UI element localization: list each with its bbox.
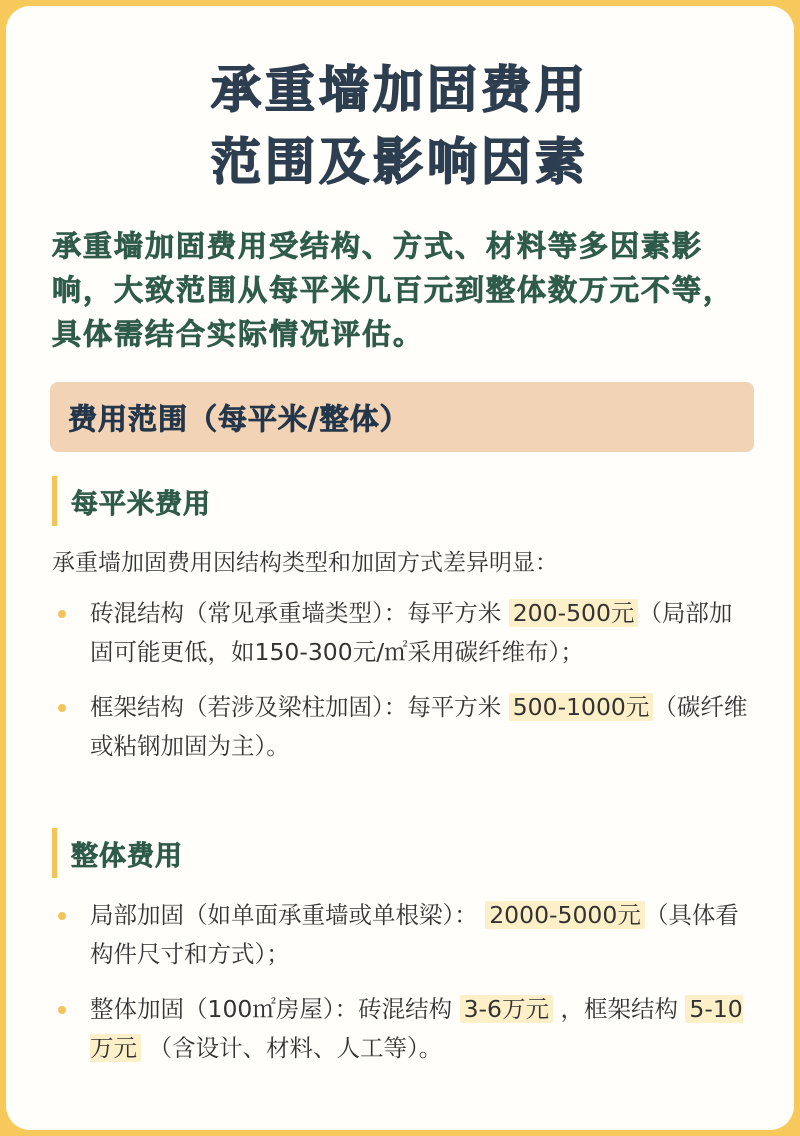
bullet-dot-icon (58, 1006, 66, 1014)
overall-list (52, 896, 750, 1084)
bullet-dot-icon (58, 704, 66, 712)
item-text: 砖混结构（常见承重墙类型）：每平方米 (90, 599, 509, 627)
item-text: （碳纤维或粘钢加固为主）。 (90, 693, 748, 760)
intro-paragraph: 承重墙加固费用受结构、方式、材料等多因素影响，大致范围从每平米几百元到整体数万元不等，具体需结合实际情况评估。 (52, 229, 735, 351)
page-title (6, 54, 794, 198)
price-highlight: 5-10万元 (90, 995, 743, 1062)
item-text: 整体加固（100㎡房屋）：砖混结构 (90, 995, 460, 1023)
subheading-overall-label: 整体费用 (71, 840, 183, 872)
price-highlight: 500-1000元 (509, 693, 654, 721)
bullet-dot-icon (58, 610, 66, 618)
bullet-dot-icon (58, 912, 66, 920)
per-sqm-lead: 承重墙加固费用因结构类型和加固方式差异明显： (52, 550, 558, 576)
list-item (52, 594, 750, 672)
section-heading: 费用范围（每平米/整体） (68, 401, 410, 436)
list-item (52, 990, 750, 1068)
item-text: （含设计、材料、人工等）。 (141, 1034, 443, 1062)
item-text: 局部加固（如单面承重墙或单根梁）： (90, 901, 486, 929)
price-highlight: 3-6万元 (460, 995, 553, 1023)
item-text: 框架结构（若涉及梁柱加固）：每平方米 (90, 693, 509, 721)
price-highlight: 2000-5000元 (485, 901, 645, 929)
content-card (6, 6, 794, 1130)
subheading-per-sqm (52, 476, 211, 526)
subheading-overall (52, 828, 183, 878)
price-highlight: 200-500元 (509, 599, 639, 627)
subheading-per-sqm-label: 每平米费用 (71, 488, 211, 520)
title-line-1: 承重墙加固费用 (211, 61, 589, 119)
list-item (52, 688, 750, 766)
per-sqm-list (52, 594, 750, 782)
item-text: （具体看构件尺寸和方式）； (90, 901, 739, 968)
section-heading-band (50, 382, 754, 452)
list-item (52, 896, 750, 974)
item-text: （局部加固可能更低，如150-300元/㎡采用碳纤维布）； (90, 599, 733, 666)
title-line-2: 范围及影响因素 (211, 133, 589, 191)
item-text: ，框架结构 (552, 995, 686, 1023)
